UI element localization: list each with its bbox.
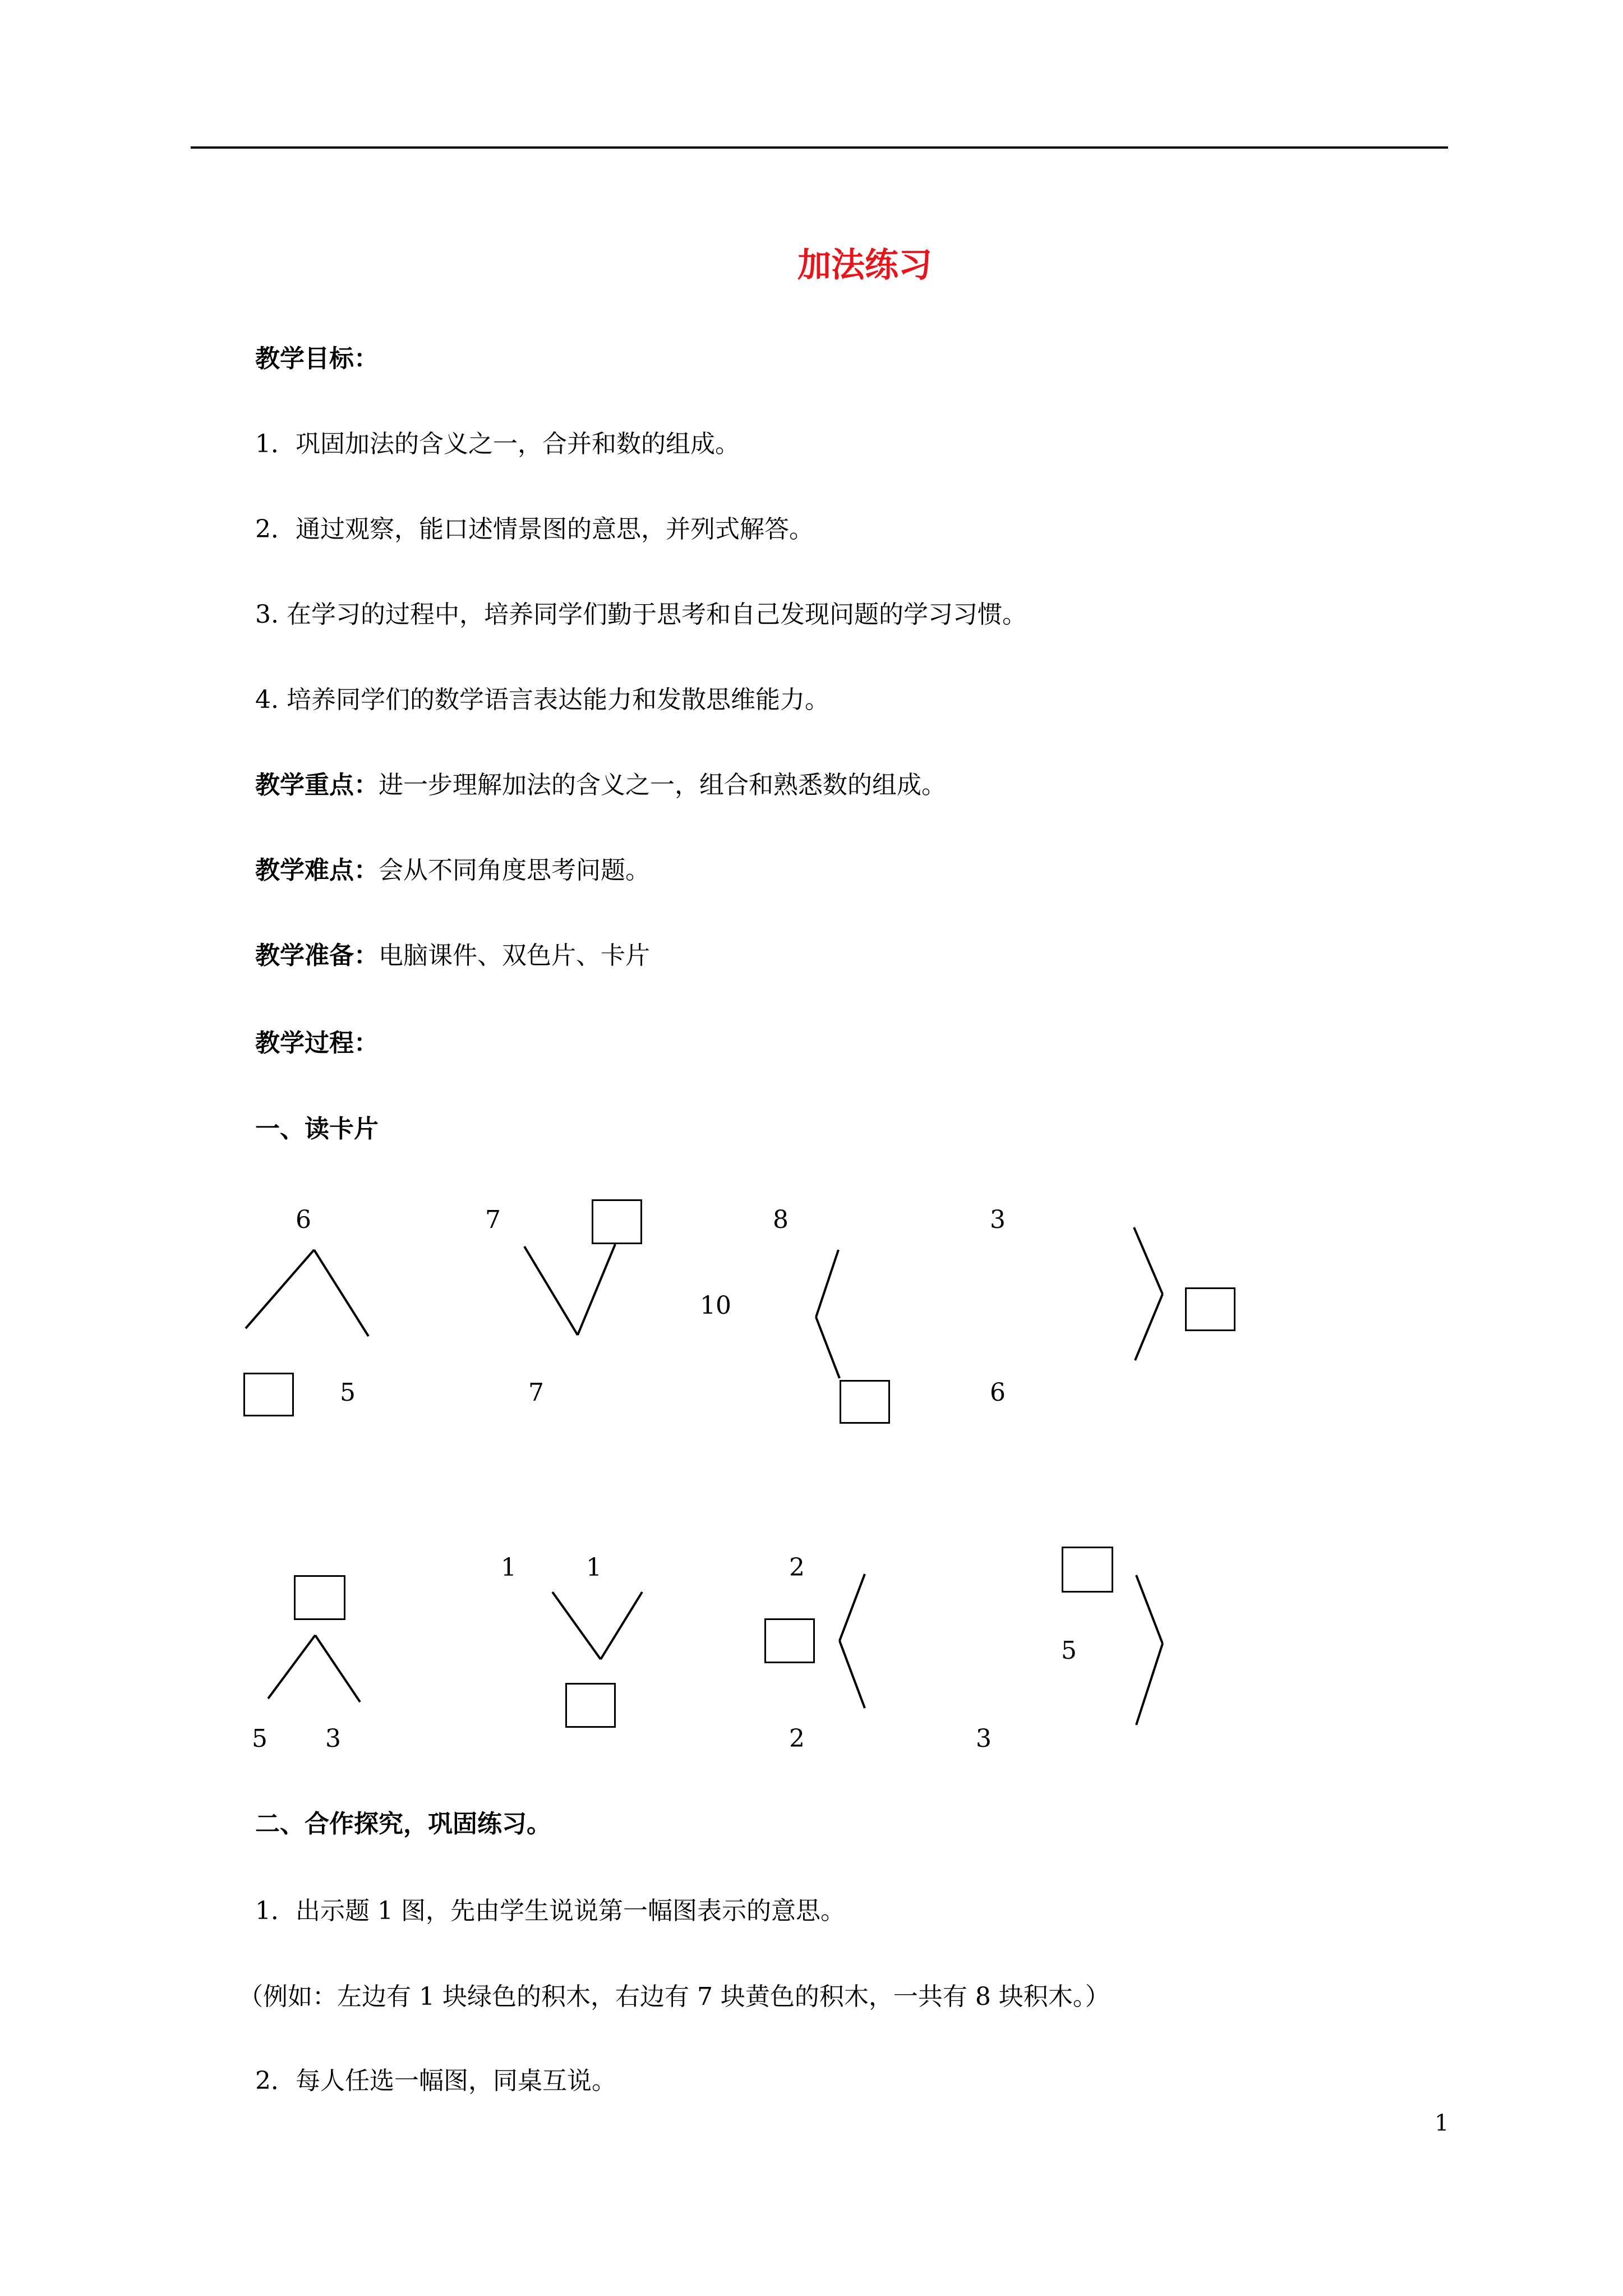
preparation <box>255 939 650 973</box>
preparation-text: 电脑课件、双色片、卡片 <box>379 941 650 970</box>
difficulty-label: 教学难点： <box>255 856 379 885</box>
diagram-number: 1 <box>586 1553 602 1582</box>
diagram-number: 2 <box>789 1553 805 1582</box>
goal-2: 2．通过观察，能口述情景图的意思，并列式解答。 <box>255 515 814 544</box>
section2-heading: 二、合作探究，巩固练习。 <box>255 1810 551 1838</box>
diagram-line <box>1135 1294 1163 1360</box>
answer-box <box>840 1380 890 1424</box>
diagram-line <box>314 1250 368 1336</box>
page-number: 1 <box>1435 2110 1449 2136</box>
section1-heading: 一、读卡片 <box>255 1115 379 1143</box>
diagram-number: 1 <box>501 1553 517 1582</box>
document-title: 加法练习 <box>797 246 932 285</box>
diagram-number: 2 <box>789 1724 805 1753</box>
answer-box <box>1185 1287 1235 1331</box>
diagram-number: 6 <box>990 1378 1006 1407</box>
practice-example: （例如：左边有 1 块绿色的积木，右边有 7 块黄色的积木，一共有 8 块积木。） <box>238 1982 1110 2011</box>
goals-heading: 教学目标： <box>255 344 379 373</box>
preparation-label: 教学准备： <box>255 941 379 970</box>
goal-4: 4. 培养同学们的数学语言表达能力和发散思维能力。 <box>255 685 829 714</box>
diagram-line <box>1136 1644 1163 1725</box>
diagram-number: 8 <box>773 1205 789 1234</box>
diagram-number: 10 <box>700 1291 731 1320</box>
diagram-number: 5 <box>340 1378 356 1407</box>
goal-1: 1．巩固加法的含义之一，合并和数的组成。 <box>255 430 740 458</box>
diagram-number: 7 <box>528 1378 544 1407</box>
diagram-line <box>816 1317 840 1378</box>
process-heading: 教学过程： <box>255 1029 379 1057</box>
diagram-line <box>315 1635 360 1702</box>
header-rule <box>191 146 1448 149</box>
answer-box <box>565 1683 616 1728</box>
diagram-number: 3 <box>976 1724 992 1753</box>
answer-box <box>1062 1547 1113 1593</box>
key-point-label: 教学重点： <box>255 771 379 799</box>
answer-box <box>243 1373 294 1416</box>
diagram-line <box>840 1641 865 1708</box>
diagram-number: 7 <box>485 1205 501 1234</box>
difficulty-text: 会从不同角度思考问题。 <box>379 856 650 885</box>
diagram-number: 3 <box>325 1724 341 1753</box>
diagram-line <box>246 1250 314 1328</box>
key-point <box>255 769 946 802</box>
diagram-number: 5 <box>1061 1636 1077 1665</box>
diagram-line <box>268 1635 315 1699</box>
key-point-text: 进一步理解加法的含义之一，组合和熟悉数的组成。 <box>379 771 946 799</box>
practice-2: 2．每人任选一幅图，同桌互说。 <box>255 2067 616 2095</box>
answer-box <box>764 1618 815 1663</box>
diagram-number: 3 <box>990 1205 1006 1234</box>
diagram-line <box>552 1592 601 1659</box>
diagram-line <box>578 1244 615 1335</box>
diagram-line <box>601 1592 642 1659</box>
diagram-line <box>816 1250 838 1317</box>
difficulty <box>255 854 650 887</box>
diagram-line <box>524 1246 578 1335</box>
diagram-number: 5 <box>252 1724 268 1753</box>
answer-box <box>592 1199 642 1244</box>
diagram-line <box>1136 1575 1163 1644</box>
diagram-number: 6 <box>296 1205 311 1234</box>
answer-box <box>294 1575 345 1620</box>
diagram-line <box>840 1574 865 1641</box>
goal-3: 3. 在学习的过程中，培养同学们勤于思考和自己发现问题的学习习惯。 <box>255 600 1027 629</box>
practice-1: 1．出示题 1 图，先由学生说说第一幅图表示的意思。 <box>255 1897 845 1925</box>
diagram-line <box>1134 1227 1163 1294</box>
